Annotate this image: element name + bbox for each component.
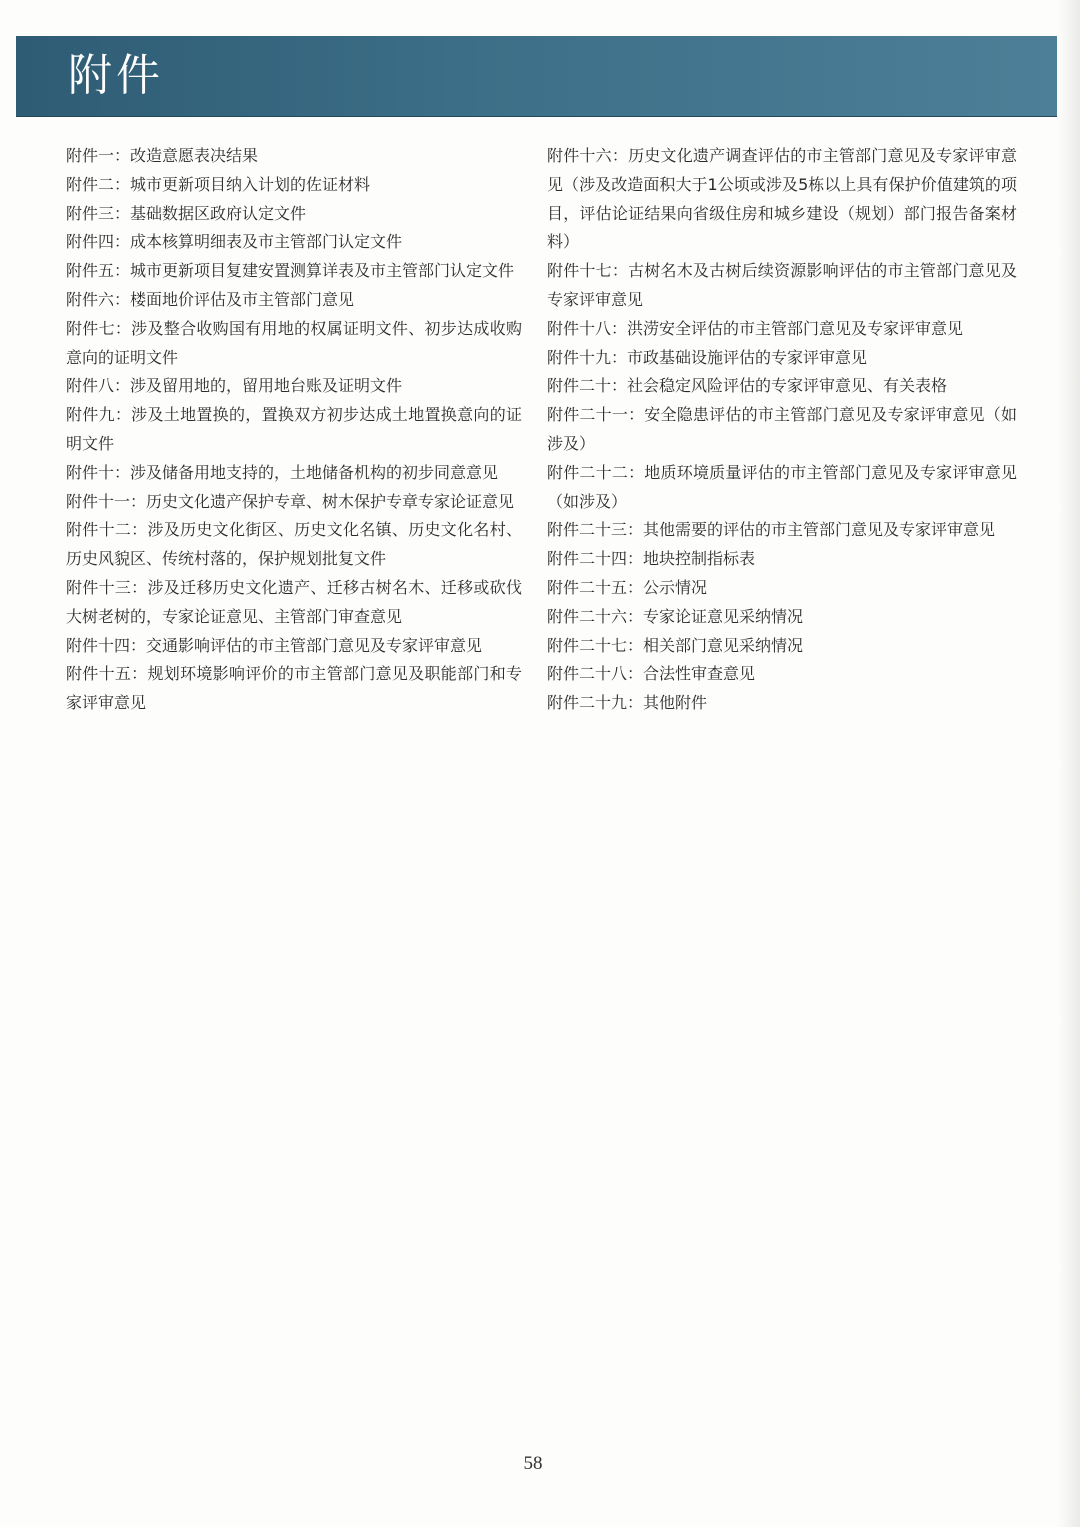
attachment-item: 附件六：楼面地价评估及市主管部门意见: [66, 289, 355, 309]
attachment-item: 附件五：城市更新项目复建安置测算详表及市主管部门认定文件: [66, 261, 515, 281]
attachment-item: 附件二十：社会稳定风险评估的专家评审意见、有关表格: [547, 376, 948, 396]
attachment-item: 附件二十六：专家论证意见采纳情况: [547, 606, 804, 626]
attachment-item: 附件四：成本核算明细表及市主管部门认定文件: [66, 232, 403, 252]
page-number: 58: [523, 1453, 543, 1474]
attachment-item: 附件十四：交通影响评估的市主管部门意见及专家评审意见: [66, 635, 483, 655]
attachment-item: 附件二十一：安全隐患评估的市主管部门意见及专家评审意见（如涉及）: [547, 405, 1017, 453]
attachment-item: 附件十一：历史文化遗产保护专章、树木保护专章专家论证意见: [66, 491, 515, 511]
attachment-item: 附件八：涉及留用地的，留用地台账及证明文件: [66, 376, 403, 396]
attachment-item: 附件十二：涉及历史文化街区、历史文化名镇、历史文化名村、历史风貌区、传统村落的，保护规划批复文件: [66, 520, 522, 569]
attachment-list-left: [66, 142, 522, 718]
attachment-item: 附件七：涉及整合收购国有用地的权属证明文件、初步达成收购意向的证明文件: [66, 318, 522, 367]
attachment-item: 附件二十四：地块控制指标表: [547, 549, 756, 569]
attachment-item: 附件十九：市政基础设施评估的专家评审意见: [547, 347, 868, 367]
attachment-item: 附件十七：古树名木及古树后续资源影响评估的市主管部门意见及专家评审意见: [547, 261, 1017, 309]
header-band: [16, 36, 1057, 116]
attachment-list-right: [547, 142, 1017, 718]
attachment-item: 附件二十二：地质环境质量评估的市主管部门意见及专家评审意见（如涉及）: [547, 462, 1017, 511]
attachment-item: 附件十五：规划环境影响评价的市主管部门意见及职能部门和专家评审意见: [66, 664, 522, 713]
scan-edge-shadow: [1058, 0, 1080, 1527]
attachment-item: 附件二：城市更新项目纳入计划的佐证材料: [66, 174, 371, 194]
attachment-item: 附件二十八：合法性审查意见: [547, 664, 756, 684]
attachment-item: 附件十：涉及储备用地支持的，土地储备机构的初步同意意见: [66, 462, 499, 482]
attachment-item: 附件二十三：其他需要的评估的市主管部门意见及专家评审意见: [547, 520, 996, 540]
attachment-item: 附件二十九：其他附件: [547, 693, 708, 713]
attachment-item: 附件二十五：公示情况: [547, 577, 708, 597]
attachment-item: 附件九：涉及土地置换的，置换双方初步达成土地置换意向的证明文件: [66, 405, 522, 453]
attachment-item: 附件二十七：相关部门意见采纳情况: [547, 635, 804, 655]
page-title: 附件: [68, 50, 164, 101]
attachment-item: 附件三：基础数据区政府认定文件: [66, 203, 307, 223]
attachment-item: 附件十六：历史文化遗产调查评估的市主管部门意见及专家评审意见（涉及改造面积大于1公顷或涉及5栋以上具有保护价值建筑的项目，评估论证结果向省级住房和城乡建设（规划）部门报告备案材料）: [547, 146, 1017, 252]
attachment-item: 附件十三：涉及迁移历史文化遗产、迁移古树名木、迁移或砍伐大树老树的，专家论证意见、主管部门审查意见: [66, 577, 522, 626]
attachment-item: 附件一：改造意愿表决结果: [66, 146, 259, 165]
attachment-item: 附件十八：洪涝安全评估的市主管部门意见及专家评审意见: [547, 318, 964, 338]
